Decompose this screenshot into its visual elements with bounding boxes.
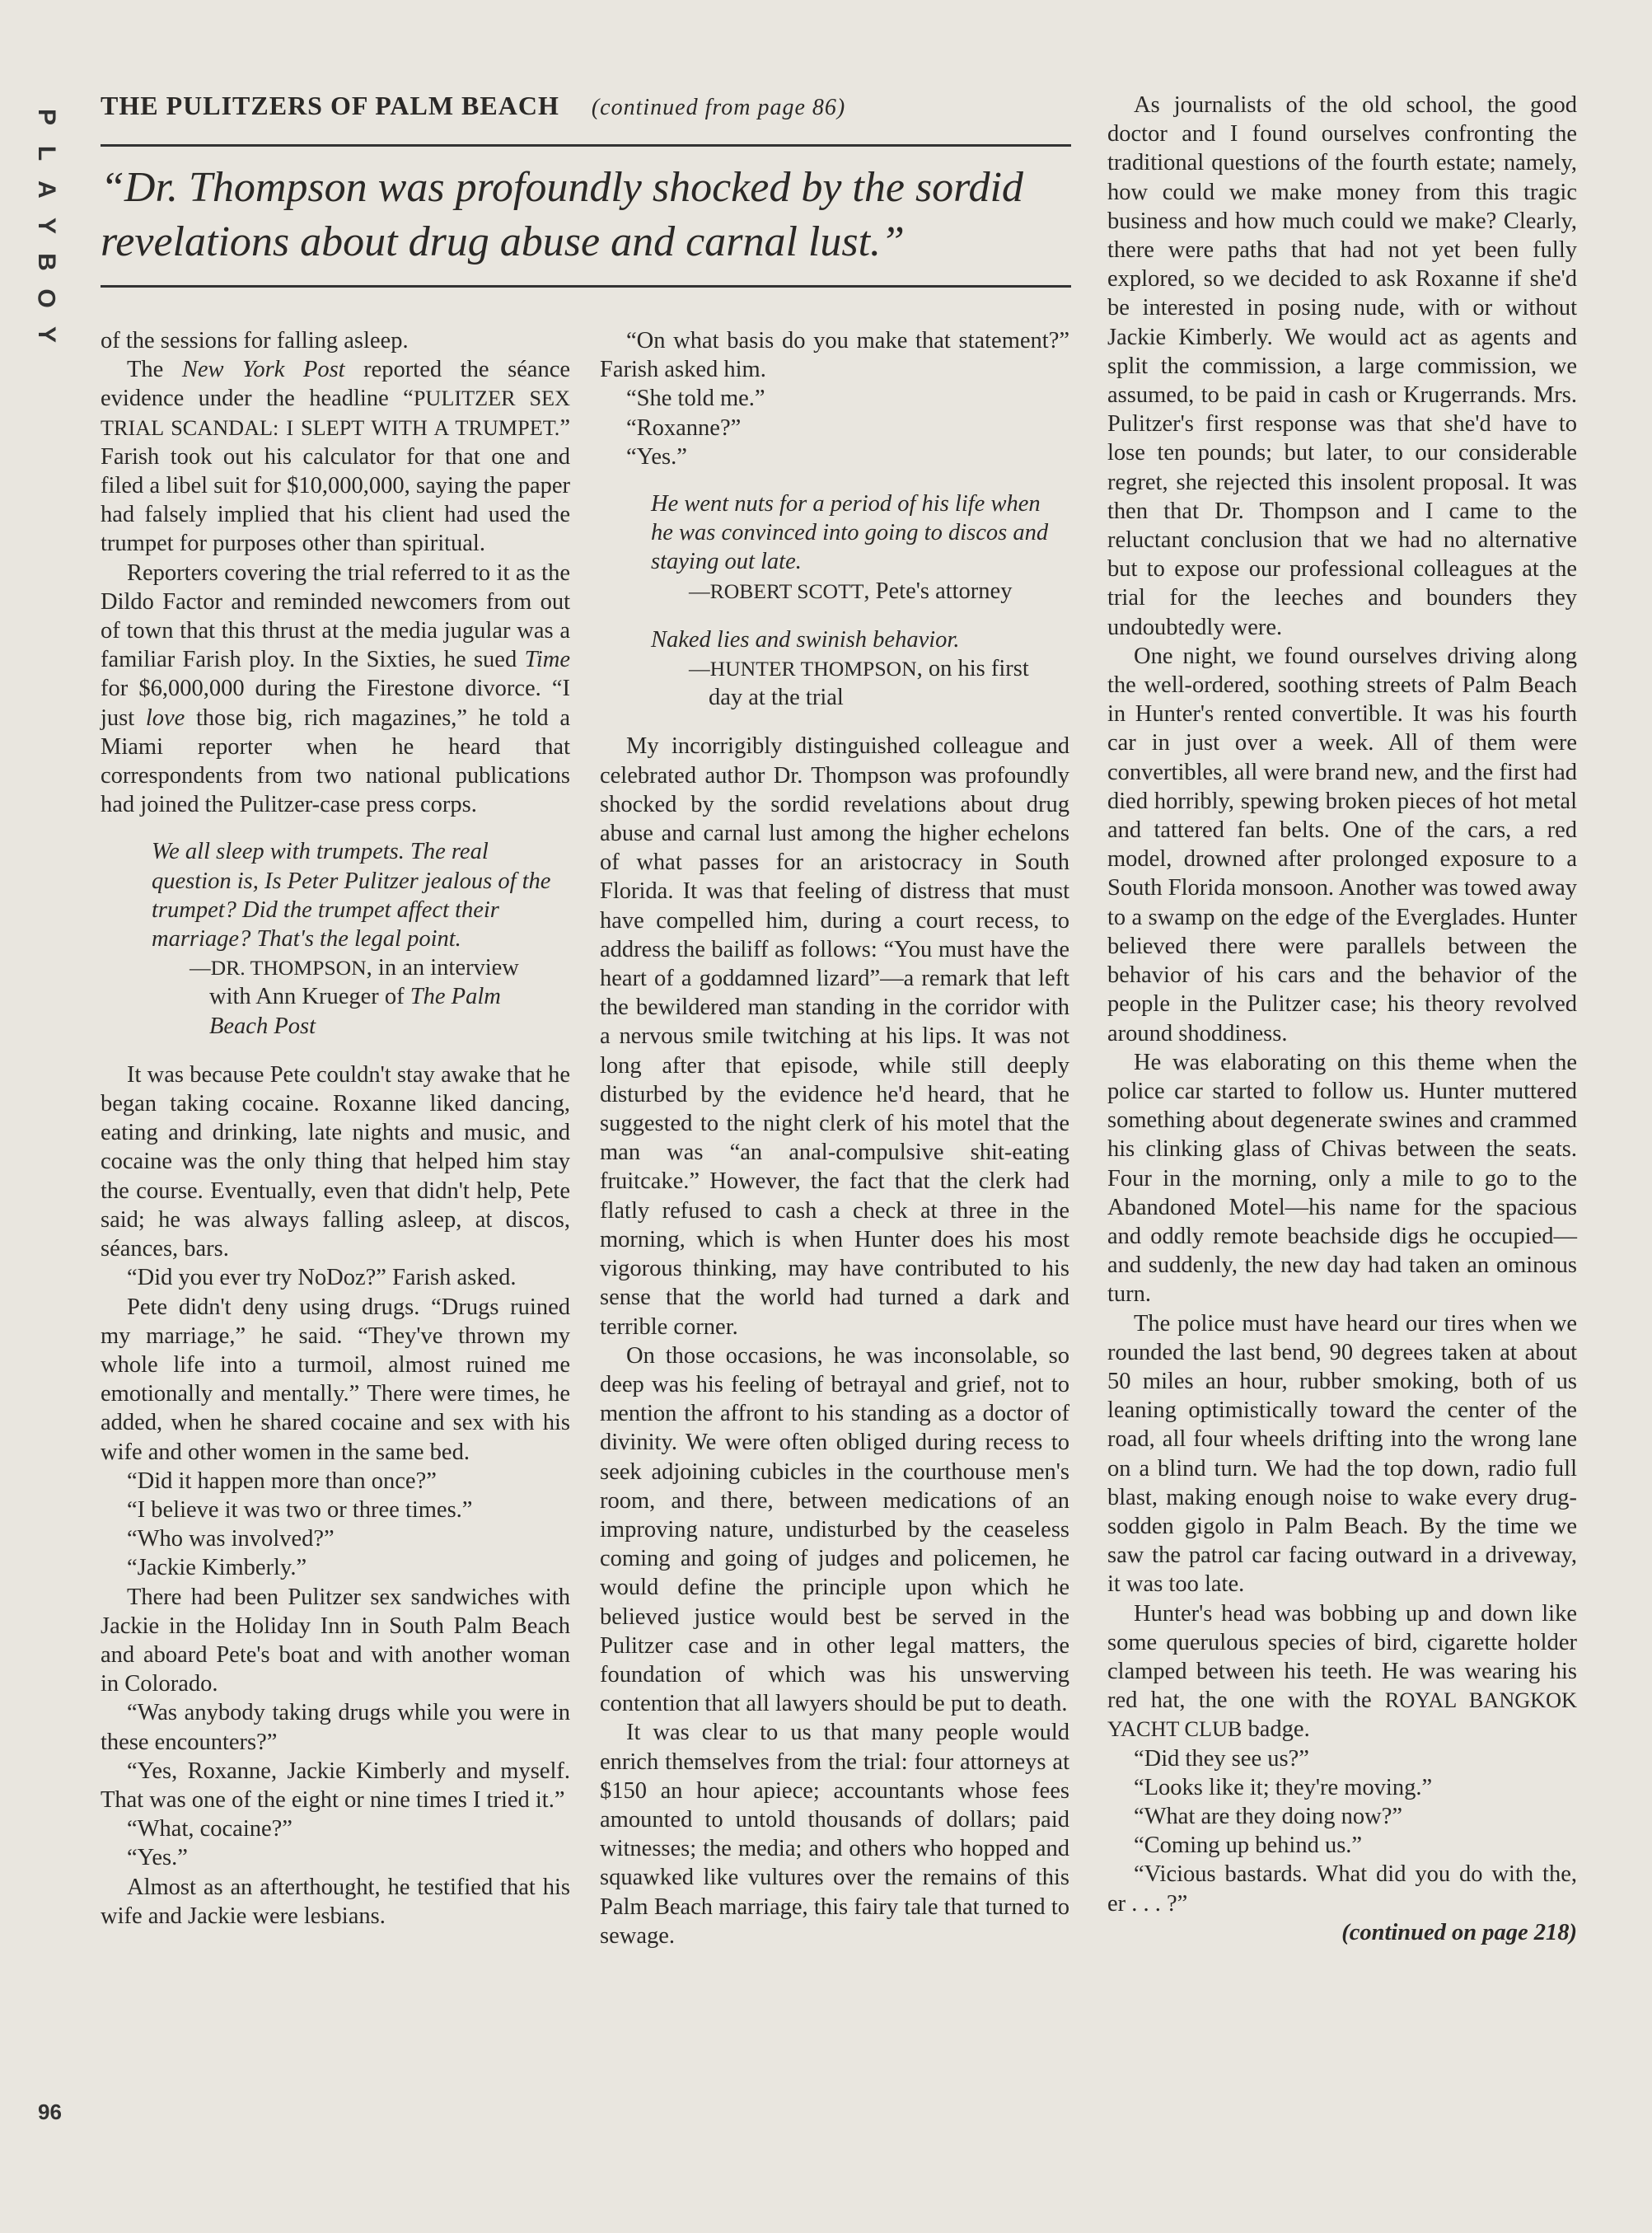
column-2: [600, 326, 1069, 1950]
paragraph: The police must have heard our tires when we rounded the last bend, 90 degrees taken at about 50 miles an hour, rubber smoking, both of us leaning optimistically toward the center of the road, all four wheels drifting into the wrong lane on a blind turn. We had the top down, radio full blast, making enough noise to wake every drug-sodden gigolo in Palm Beach. By the time we saw the patrol car facing outward in a driveway, it was too late.: [1107, 1310, 1577, 1598]
magazine-name-vertical: [31, 99, 61, 353]
paragraph: “Vicious bastards. What did you do with the, er . . . ?”: [1107, 1861, 1577, 1917]
paragraph: “Did they see us?”: [1134, 1745, 1309, 1772]
paragraph: It was clear to us that many people would enrich themselves from the trial: four attorneys at $150 an hour apiece; accountants whose fees amounted to untold thousands of dollars; paid witnesses; the media; and others who hopped and squawked like vultures over the remains of this Palm Beach marriage, this fairy tale that turned to sewage.: [600, 1720, 1069, 1949]
paragraph: The New York Post reported the séance evidence under the headline “PULITZER SEX TRIAL SCANDAL: I SLEPT WITH A TRUMPET.” Farish took out his calculator for that one and filed a libel suit for $10,000,000, saying the paper had falsely implied that his client had used the trumpet for purposes other than spiritual.: [101, 357, 571, 557]
article-title: THE PULITZERS OF PALM BEACH: [101, 91, 559, 120]
epigraph-quote: [600, 489, 1069, 606]
paragraph: “Yes, Roxanne, Jackie Kimberly and myself. That was one of the eight or nine times I tried it.”: [101, 1758, 570, 1813]
pullquote: “Dr. Thompson was profoundly shocked by the sordid revelations about drug abuse and carnal lust.”: [101, 164, 1023, 265]
paragraph: He was elaborating on this theme when the police car started to follow us. Hunter muttered something about degenerate swines and crammed his clinking glass of Chivas between the seats. Four in the morning, only a mile to go to the Abandoned Motel—his name for the spacious and oddly remote beachside digs he occupied—and suddenly, the new day had taken an ominous turn.: [1107, 1049, 1577, 1308]
paragraph: “What are they doing now?”: [1134, 1803, 1403, 1829]
quote-text: Naked lies and swinish behavior.: [651, 626, 960, 653]
page-number: 96: [38, 2100, 62, 2124]
bottom-rule: [101, 285, 1071, 288]
continued-on: (continued on page 218): [1341, 1919, 1577, 1945]
epigraph-quote: [101, 837, 570, 1040]
paragraph: “Yes.”: [127, 1845, 188, 1871]
vertical-letter: P: [32, 108, 60, 126]
paragraph: Hunter's head was bobbing up and down like some querulous species of bird, cigarette holder clamped between his teeth. He was wearing his red hat, the one with the ROYAL BANGKOK YACHT CLUB badge.: [1107, 1600, 1577, 1743]
paragraph: “Did you ever try NoDoz?” Farish asked.: [127, 1265, 517, 1291]
paragraph: There had been Pulitzer sex sandwiches with Jackie in the Holiday Inn in South Palm Beach and aboard Pete's boat and with another woman in Colorado.: [101, 1584, 570, 1697]
vertical-letter: O: [33, 288, 60, 308]
vertical-letter: B: [32, 253, 60, 271]
column-3: [1107, 91, 1577, 1947]
vertical-letter: Y: [32, 325, 60, 344]
vertical-letter: L: [32, 145, 60, 162]
paragraph: “She told me.”: [626, 386, 765, 412]
paragraph: of the sessions for falling asleep.: [101, 328, 409, 353]
quote-attribution: —DR. THOMPSON, in an interview with Ann Krueger of The Palm Beach Post: [190, 955, 519, 1039]
paragraph: As journalists of the old school, the good doctor and I found ourselves confronting the traditional questions of the fourth estate; namely, how could we make money from this tragic business and how much could we make? Clearly, there were paths that had not yet been fully explored, so we decided to ask Roxanne if she'd be interested in posing nude, with or without Jackie Kimberly. We would act as agents and split the commission, a large commission, we assumed, to be paid in cash or Krugerrands. Mrs. Pulitzer's first response was that she'd have to lose ten pounds; but later, to our considerable regret, she rejected this insolent proposal. It was then that Dr. Thompson and I came to the reluctant conclusion that we had no alternative but to expose our professional colleagues at the trial for the leeches and bounders they undoubtedly were.: [1107, 92, 1577, 640]
paragraph: Pete didn't deny using drugs. “Drugs ruined my marriage,” he said. “They've thrown my whole life into a turmoil, almost ruined me emotionally and mentally.” There were times, he added, when he shared cocaine and sex with his wife and other women in the same bed.: [101, 1294, 570, 1465]
quote-text: He went nuts for a period of his life when he was convinced into going to discos and staying out late.: [651, 491, 1049, 575]
paragraph: “On what basis do you make that statement?” Farish asked him.: [600, 328, 1069, 383]
continued-from: (continued from page 86): [591, 95, 846, 120]
paragraph: Almost as an afterthought, he testified that his wife and Jackie were lesbians.: [101, 1874, 570, 1929]
paragraph: It was because Pete couldn't stay awake that he began taking cocaine. Roxanne liked dancing, eating and drinking, late nights and music, and cocaine was the only thing that helped him stay the course. Eventually, even that didn't help, Pete said; he was always falling asleep, at discos, séances, bars.: [101, 1061, 570, 1262]
article-header: [101, 91, 1073, 121]
quote-text: We all sleep with trumpets. The real question is, Is Peter Pulitzer jealous of the trumpet? Did the trumpet affect their marriage? That's the legal point.: [152, 839, 551, 953]
epigraph-quote: [600, 625, 1069, 713]
paragraph: “I believe it was two or three times.”: [127, 1496, 473, 1523]
paragraph: “Roxanne?”: [626, 414, 742, 441]
paragraph: “Did it happen more than once?”: [127, 1468, 437, 1494]
top-rule: [101, 144, 1071, 147]
paragraph: “Looks like it; they're moving.”: [1134, 1774, 1433, 1800]
vertical-letter: Y: [32, 217, 60, 235]
paragraph: “Was anybody taking drugs while you were in these encounters?”: [101, 1700, 570, 1755]
vertical-letter: A: [32, 180, 60, 199]
paragraph: “Who was involved?”: [127, 1526, 335, 1552]
column-1: [101, 326, 570, 1931]
paragraph: One night, we found ourselves driving along the well-ordered, soothing streets of Palm Beach in Hunter's rented convertible. It was his fourth car in just over a week. All of them were convertibles, all were brand new, and the first had died horribly, spewing broken pieces of hot metal and tattered fan belts. One of the cars, a red model, drowned after prolonged exposure to a South Florida monsoon. Another was towed away to a swamp on the edge of the Everglades. Hunter believed there were parallels between the behavior of his cars and the behavior of the people in the Pulitzer case; his theory revolved around shoddiness.: [1107, 643, 1577, 1046]
paragraph: “Jackie Kimberly.”: [127, 1555, 307, 1581]
paragraph: “What, cocaine?”: [127, 1816, 292, 1842]
quote-attribution: —ROBERT SCOTT, Pete's attorney: [689, 578, 1013, 604]
quote-attribution: —HUNTER THOMPSON, on his first day at the trial: [689, 656, 1029, 711]
paragraph: Reporters covering the trial referred to it as the Dildo Factor and reminded newcomers from out of town that this thrust at the media jugular was a familiar Farish ploy. In the Sixties, he sued Time for $6,000,000 during the Firestone divorce. “I just love those big, rich magazines,” he told a Miami reporter when he heard that correspondents from two national publications had joined the Pulitzer-case press corps.: [101, 559, 570, 818]
paragraph: “Coming up behind us.”: [1134, 1833, 1363, 1859]
paragraph: “Yes.”: [626, 443, 687, 470]
paragraph: On those occasions, he was inconsolable, so deep was his feeling of betrayal and grief, not to mention the affront to his standing as a doctor of divinity. We were often obliged during recess to seek adjoining cubicles in the courthouse men's room, and there, between medications of an improving nature, undisturbed by the ceaseless coming and going of judges and policemen, he would define the principle upon which he believed justice would best be served in the Pulitzer case and in other legal matters, the foundation of which was his unswerving contention that all lawyers should be put to death.: [600, 1342, 1069, 1717]
paragraph: My incorrigibly distinguished colleague and celebrated author Dr. Thompson was profoundly shocked by the sordid revelations about drug abuse and carnal lust among the higher echelons of what passes for an aristocracy in South Florida. It was that feeling of distress that must have compelled him, during a court recess, to address the bailiff as follows: “You must have the heart of a goddamned lizard”—a remark that left the bewildered man standing in the corridor with a nervous smile twitching at his lips. It was not long after that episode, while still deeply disturbed by the evidence he'd heard, that he suggested to the night clerk of his motel that the man was “an anal-compulsive shit-eating fruitcake.” However, the fact that the clerk had flatly refused to cash a check at three in the morning, which is when Hunter does his most vigorous thinking, may have contributed to his sense that the world had turned a dark and terrible corner.: [600, 733, 1069, 1340]
